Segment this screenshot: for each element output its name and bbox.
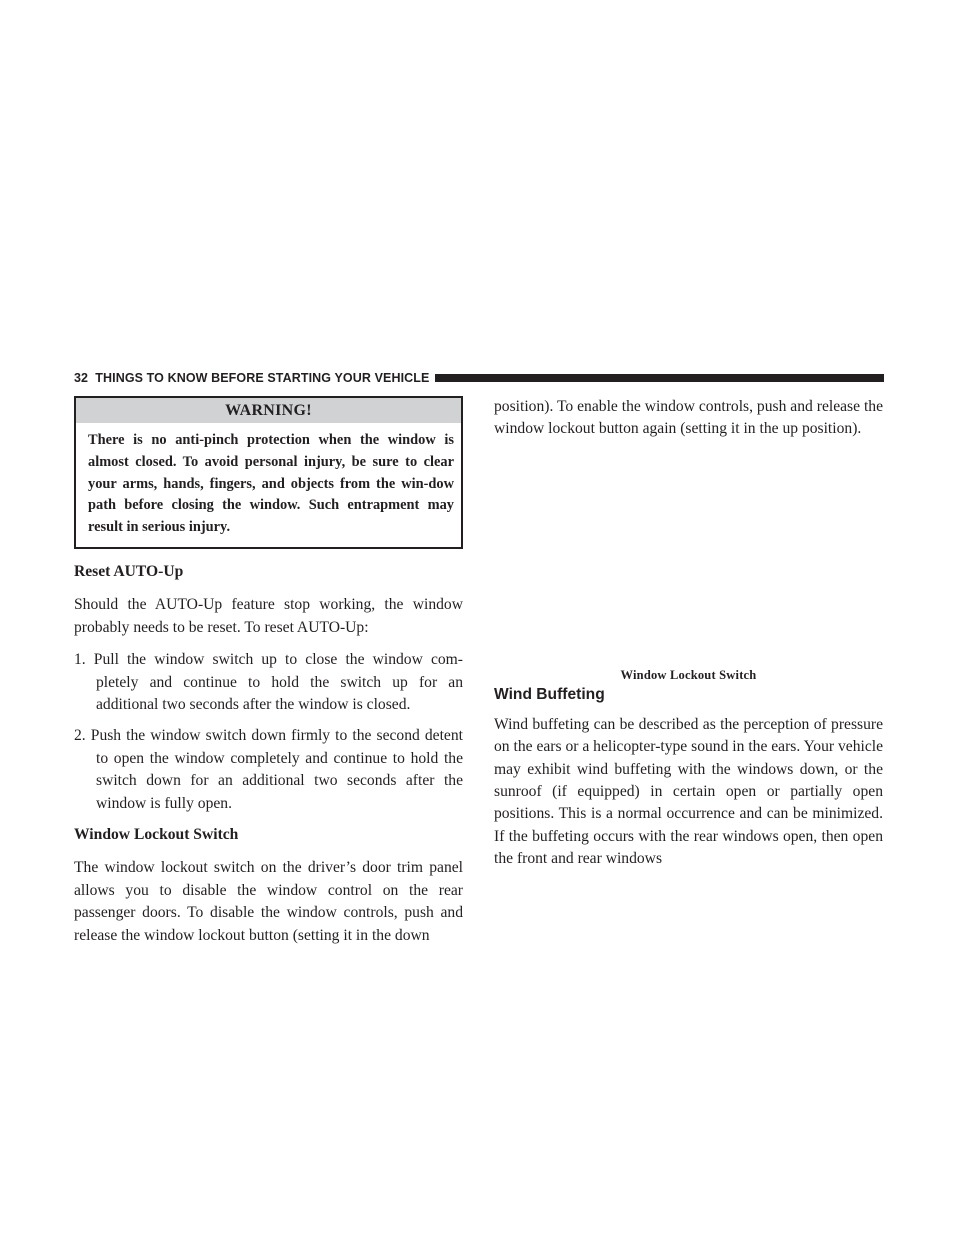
warning-text: There is no anti-pinch protection when the window is almost closed. To avoid personal injury, be sure to clear your arms, hands, fingers, and objects from the win-dow path before closing the window. Such entrapment may result in serious injury.: [88, 432, 454, 536]
reset-steps: [74, 649, 463, 815]
header-text: [74, 371, 429, 385]
figure-caption: Window Lockout Switch: [620, 667, 757, 682]
right-column: [494, 396, 883, 871]
lockout-heading: Window Lockout Switch: [74, 826, 239, 844]
header-rule: [435, 374, 884, 382]
warning-title: WARNING!: [76, 398, 461, 423]
buffeting-heading: Wind Buffeting: [494, 685, 605, 703]
list-item: 1. Pull the window switch up to close the window com-pletely and continue to hold the switch up for an additional two seconds after the window is closed.: [74, 651, 463, 714]
page-header: [74, 371, 884, 385]
page-number: 32: [74, 371, 89, 385]
figure-area: [494, 441, 883, 667]
reset-heading: Reset AUTO-Up: [74, 562, 184, 580]
list-item: 2. Push the window switch down firmly to the second detent to open the window completely and continue to hold the switch down for an additional two seconds after the window is fully open.: [74, 727, 463, 812]
left-column: [74, 396, 463, 947]
reset-intro: Should the AUTO-Up feature stop working, the window probably needs to be reset. To reset AUTO-Up:: [74, 596, 463, 636]
chapter-title: THINGS TO KNOW BEFORE STARTING YOUR VEHICLE: [95, 371, 430, 385]
buffeting-text: Wind buffeting can be described as the perception of pressure on the ears or a helicopter-type sound in the ears. Your vehicle may exhibit wind buffeting with the windows down, or the sunroof (if equipped) in certain open or partially open positions. This is a normal occurrence and can be minimized. If the buffeting occurs with the rear windows open, then open the front and rear windows: [494, 715, 883, 868]
lockout-text-left: The window lockout switch on the driver’s door trim panel allows you to disable the window control on the rear passenger doors. To disable the window controls, push and release the window lockout button (setting it in the down: [74, 859, 463, 944]
lockout-text-right: position). To enable the window controls, push and release the window lockout button again (setting it in the up position).: [494, 398, 883, 438]
warning-box: [74, 396, 463, 549]
